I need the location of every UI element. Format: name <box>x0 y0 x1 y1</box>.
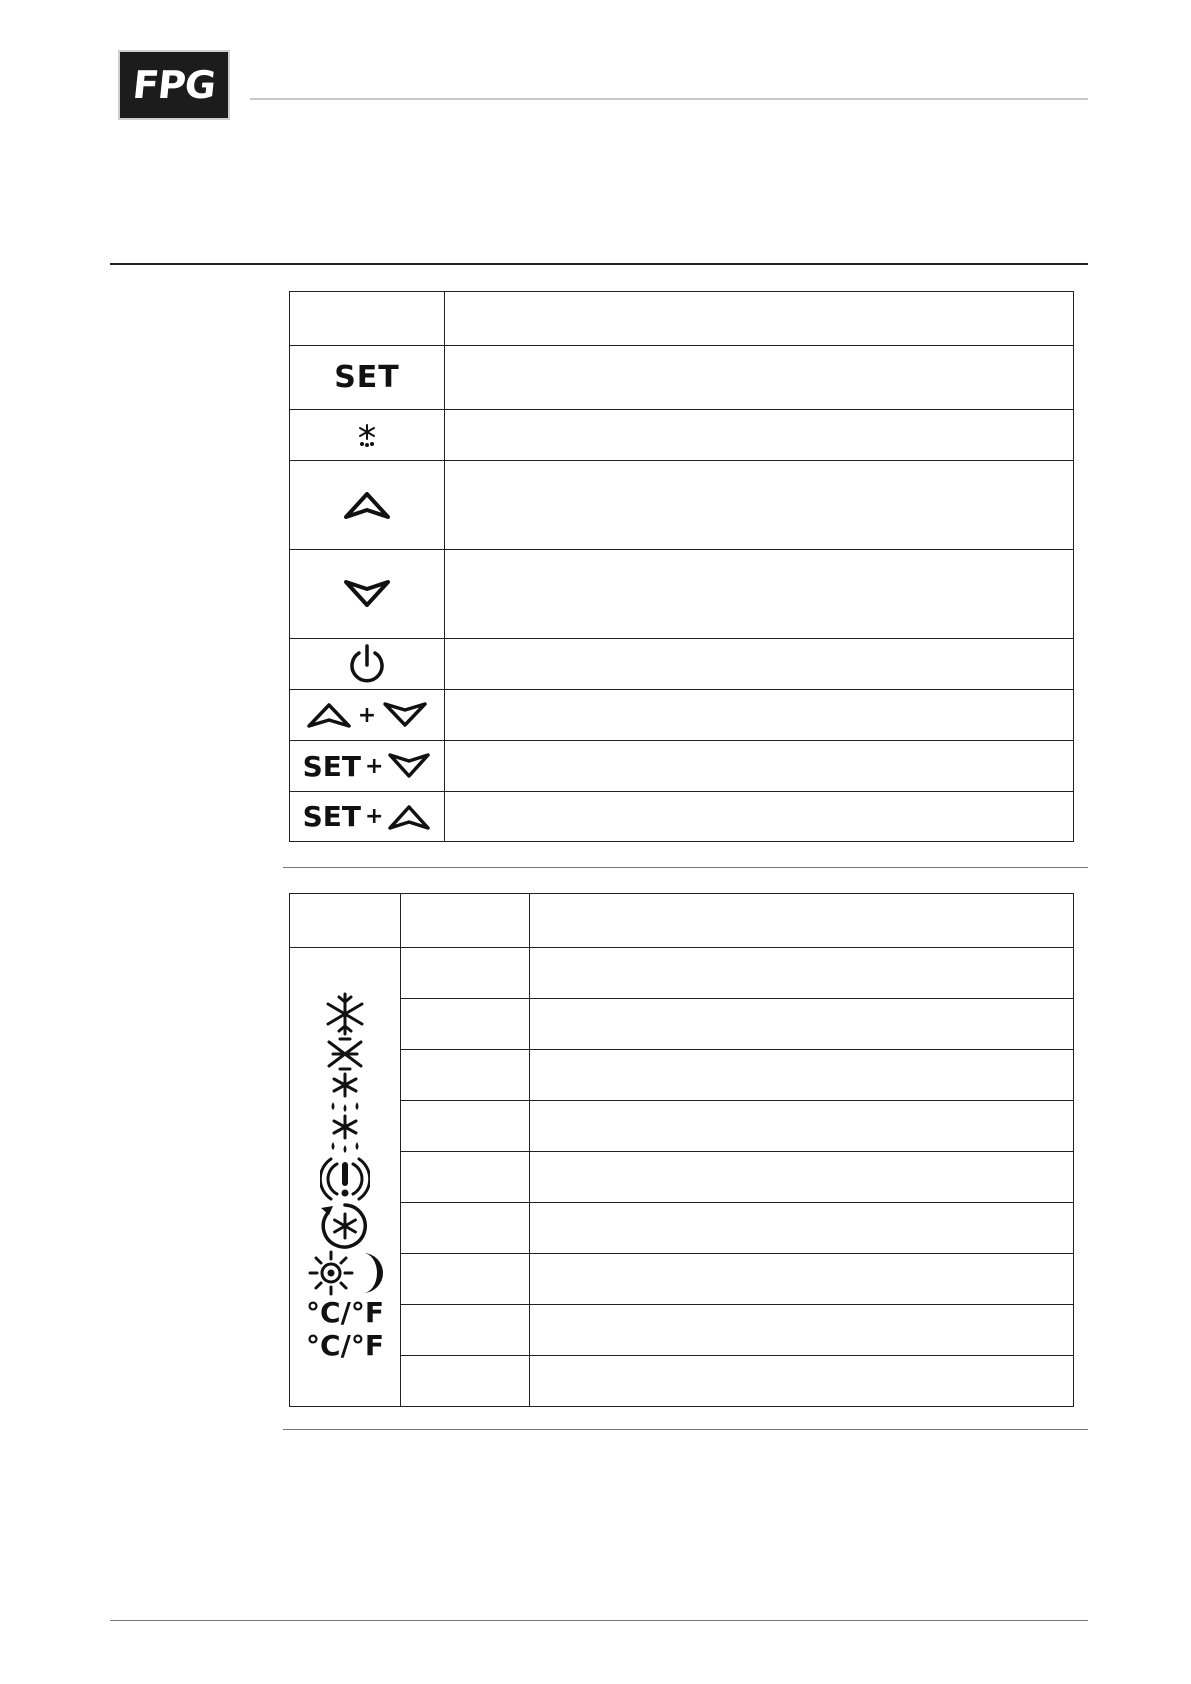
down-arrow-icon <box>290 579 444 609</box>
status-cell <box>401 1101 530 1152</box>
celsius-fahrenheit-icon: °C/°F <box>306 1296 384 1329</box>
header-cell <box>290 894 401 948</box>
snowflake-icon <box>325 992 365 1036</box>
set-label: SET <box>334 360 400 395</box>
description-cell <box>445 792 1074 842</box>
status-cell <box>401 999 530 1050</box>
defrost-icon <box>325 1072 365 1114</box>
description-cell <box>530 1050 1074 1101</box>
description-cell <box>445 346 1074 410</box>
up-plus-down-icon <box>290 701 444 729</box>
table-row <box>290 1050 1074 1101</box>
set-key-icon <box>290 360 444 395</box>
set-plus-up-icon <box>290 800 444 833</box>
table-header-row <box>290 292 1074 346</box>
defrost-drip-icon <box>325 1114 365 1156</box>
description-cell <box>445 639 1074 690</box>
description-cell <box>445 461 1074 550</box>
table-row <box>290 1305 1074 1356</box>
status-cell <box>401 1254 530 1305</box>
alarm-icon <box>320 1156 370 1202</box>
logo-text: FPG <box>130 63 218 107</box>
divider <box>283 1429 1088 1430</box>
description-cell <box>445 410 1074 461</box>
table-row <box>290 741 1074 792</box>
footer-divider <box>110 1620 1088 1621</box>
divider <box>283 867 1088 868</box>
table-row <box>290 999 1074 1050</box>
description-cell <box>445 690 1074 741</box>
fan-snowflake-icon <box>325 1036 365 1072</box>
description-cell <box>530 999 1074 1050</box>
table-row <box>290 1254 1074 1305</box>
keys-table <box>289 291 1074 842</box>
set-plus-down-icon <box>290 750 444 783</box>
table-row <box>290 792 1074 842</box>
description-cell <box>445 741 1074 792</box>
table-row <box>290 1101 1074 1152</box>
plus-sign: + <box>364 753 384 779</box>
header-cell <box>401 894 530 948</box>
status-cell <box>401 1050 530 1101</box>
table-row <box>290 1356 1074 1407</box>
description-cell <box>530 948 1074 999</box>
table-row <box>290 410 1074 461</box>
header-cell <box>530 894 1074 948</box>
status-cell <box>401 948 530 999</box>
table-row <box>290 346 1074 410</box>
plus-sign: + <box>357 702 377 728</box>
header-divider <box>250 98 1088 100</box>
header-cell <box>445 292 1074 346</box>
table-row <box>290 1203 1074 1254</box>
set-label: SET <box>302 749 361 783</box>
status-cell <box>401 1152 530 1203</box>
description-cell <box>530 1152 1074 1203</box>
fpg-logo <box>118 50 230 120</box>
description-cell <box>530 1203 1074 1254</box>
description-cell <box>530 1356 1074 1407</box>
power-icon <box>290 643 444 685</box>
description-cell <box>530 1305 1074 1356</box>
status-cell <box>401 1305 530 1356</box>
fast-freeze-icon <box>317 1202 373 1250</box>
table-row <box>290 461 1074 550</box>
description-cell <box>530 1254 1074 1305</box>
description-cell <box>530 1101 1074 1152</box>
table-header-row <box>290 894 1074 948</box>
table-row <box>290 1152 1074 1203</box>
celsius-fahrenheit-icon: °C/°F <box>306 1329 384 1362</box>
status-cell <box>401 1356 530 1407</box>
up-arrow-icon <box>290 490 444 520</box>
plus-sign: + <box>364 804 384 829</box>
table-row <box>290 948 1074 999</box>
defrost-key-icon <box>290 422 444 448</box>
icons-table <box>289 893 1074 1407</box>
table-row <box>290 639 1074 690</box>
day-night-icon <box>307 1250 383 1296</box>
header-cell <box>290 292 445 346</box>
set-label: SET <box>302 800 361 833</box>
icon-column <box>290 948 401 1407</box>
description-cell <box>445 550 1074 639</box>
table-row <box>290 550 1074 639</box>
status-cell <box>401 1203 530 1254</box>
section-divider <box>110 263 1088 265</box>
table-row <box>290 690 1074 741</box>
